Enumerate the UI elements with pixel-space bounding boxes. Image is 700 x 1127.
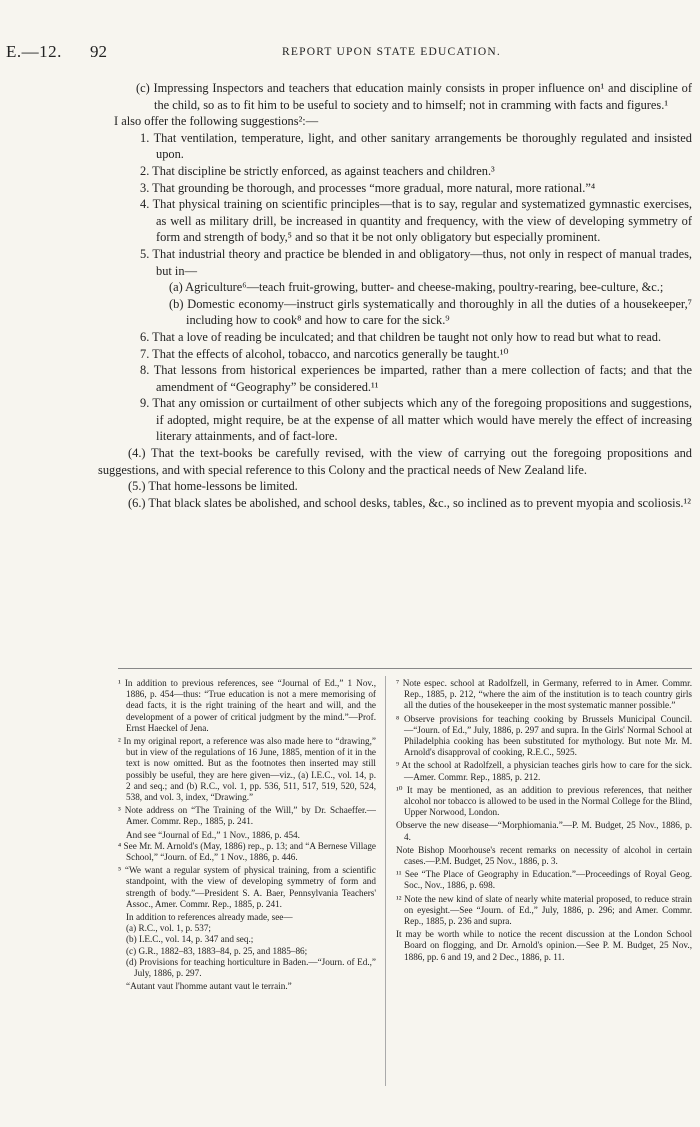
- footnotes-right-column: [396, 678, 692, 965]
- suggestion-4: 4. That physical training on scientific principles—that is to say, regular and systematized gymnastic exercises, as well as military drill, be increased in quantity and frequency, with the view of developing symmetry of form and strength of body,⁵ and so that it be not only obligatory but especially prominent.: [140, 197, 692, 245]
- suggestions-intro: I also offer the following suggestions²:—: [114, 114, 319, 129]
- footnote-6-intro: In addition to references already made, see—: [126, 912, 293, 923]
- footnote-3: ³ Note address on “The Training of the Will,” by Dr. Schaeffer.—Amer. Commr. Rep., 1885, p. 241.: [118, 805, 376, 827]
- footnote-1: ¹ In addition to previous references, see “Journal of Ed.,” 1 Nov., 1886, p. 454—thus: “True education is not a mere memorising of dead facts, it is the right training of the heart and will, and the development of a power of critical judgment by the mind.”—Prof. Ernst Haeckel of Jena.: [118, 678, 376, 733]
- footnote-6-quote: “Autant vaut l'homme autant vaut le terrain.”: [126, 981, 292, 992]
- footnote-10-moorhouse: Note Bishop Moorhouse's recent remarks on necessity of alcohol in certain cases.—P.M. Budget, 25 Nov., 1886, p. 3.: [396, 844, 692, 867]
- footnote-5: ⁵ “We want a regular system of physical training, from a scientific standpoint, with the view of developing symmetry of form and strength of body.”—President S. A. Baer, Pennsylvania Teachers' Assoc., Amer. Commr. Rep., 1885, p. 241.: [118, 865, 376, 909]
- paragraph-4: (4.) That the text-books be carefully revised, with the view of carrying out the foregoing propositions and suggestions, and with special reference to this Colony and the practical needs of New Zealand life.: [98, 446, 692, 477]
- page-number: 92: [90, 42, 107, 61]
- suggestion-3: 3. That grounding be thorough, and processes “more gradual, more natural, more rational.”⁴: [140, 180, 596, 195]
- footnote-11: ¹¹ See “The Place of Geography in Education.”—Proceedings of Royal Geog. Soc., Nov., 1886, p. 698.: [396, 869, 692, 891]
- main-text: [98, 80, 692, 511]
- footnote-4: ⁴ See Mr. M. Arnold's (May, 1886) rep., p. 13; and “A Bernese Village School,” “Journ. of Ed.,” 1 Nov., 1886, p. 446.: [118, 840, 376, 863]
- column-divider: [385, 676, 386, 1086]
- suggestion-9: 9. That any omission or curtailment of other subjects which any of the foregoing propositions and suggestions, if adopted, might require, be at the expense of all matter which would have merely the effect of increasing literary attainments, and of fact-lore.: [140, 396, 692, 444]
- footnote-6c: (c) G.R., 1882–83, 1883–84, p. 25, and 1885–86;: [126, 945, 308, 956]
- footnote-3-continued: And see “Journal of Ed.,” 1 Nov., 1886, p. 454.: [126, 829, 300, 840]
- footnote-6d: (d) Provisions for teaching horticulture in Baden.—“Journ. of Ed.,” July, 1886, p. 297.: [126, 956, 376, 979]
- footnote-12-flogging: It may be worth while to notice the recent discussion at the London School Board on flogging, and Dr. Arnold's opinion.—See P. M. Budget, 25 Nov., 1886, pp. 6 and 19, and 2 Dec., 1886, p. 11.: [396, 929, 692, 962]
- footnote-10: ¹⁰ It may be mentioned, as an addition to previous references, that neither alcohol nor tobacco is allowed to be used in the Normal College for the Blind, Upper Norwood, London.: [396, 784, 692, 818]
- running-title: REPORT UPON STATE EDUCATION.: [282, 46, 501, 58]
- proposition-c: (c) Impressing Inspectors and teachers that education mainly consists in proper influence on¹ and discipline of the child, so as to fit him to be useful to society and to himself; not in cramming with facts and figures.¹: [136, 81, 692, 112]
- document-reference: E.—12.: [6, 42, 62, 61]
- suggestion-5a: (a) Agriculture⁶—teach fruit-growing, butter- and cheese-making, poultry-rearing, bee-culture, &c.;: [169, 280, 664, 295]
- footnote-6b: (b) I.E.C., vol. 14, p. 347 and seq.;: [126, 934, 254, 945]
- suggestion-5b: (b) Domestic economy—instruct girls systematically and thoroughly in all the duties of a housekeeper,⁷ including how to cook⁸ and how to care for the sick.⁹: [169, 296, 692, 328]
- suggestion-2: 2. That discipline be strictly enforced, as against teachers and children.³: [140, 163, 495, 178]
- footnote-10-morphiomania: Observe the new disease—“Morphiomania.”—P. M. Budget, 25 Nov., 1886, p. 4.: [396, 820, 692, 842]
- paragraph-5: (5.) That home-lessons be limited.: [128, 479, 298, 494]
- footnote-2: ² In my original report, a reference was also made here to “drawing,” but in view of the regulations of 16 June, 1885, mention of it in the text is now omitted. But as the footnotes then inserted may still possibly be useful, they are here given—viz., (a) I.E.C., vol. 14, p. 2 and seq.; and (b) R.C., vol. 1, pp. 536, 511, 517, 519, 520, 524, 538, and vol. 3, index, “Drawing.”: [118, 736, 376, 803]
- suggestion-1: 1. That ventilation, temperature, light, and other sanitary arrangements be thoroughly regulated and insisted upon.: [140, 130, 692, 162]
- paragraph-6: (6.) That black slates be abolished, and school desks, tables, &c., so inclined as to prevent myopia and scoliosis.¹²: [128, 495, 691, 510]
- suggestion-6: 6. That a love of reading be inculcated; and that children be taught not only how to read but what to read.: [140, 329, 662, 344]
- suggestion-5: 5. That industrial theory and practice be blended in and obligatory—thus, not only in respect of manual trades, but in—: [140, 246, 692, 278]
- footnotes-left-column: [118, 678, 376, 992]
- footnote-7: ⁷ Note espec. school at Radolfzell, in Germany, referred to in Amer. Commr. Rep., 1885, p. 212, “where the aim of the institution is to teach country girls all the duties of the housekeeper in the most systematic manner possible.”: [396, 678, 692, 711]
- footnote-12: ¹² Note the new kind of slate of nearly white material proposed, to reduce strain on eyesight.—See “Journ. of Ed.,” July, 1886, p. 296; and Amer. Commr. Rep., 1885, p. 236 and supra.: [396, 893, 692, 927]
- suggestion-8: 8. That lessons from historical experiences be imparted, rather than a mere collection of facts; and that the amendment of “Geography” be considered.¹¹: [140, 363, 692, 394]
- footnote-9: ⁹ At the school at Radolfzell, a physician teaches girls how to care for the sick.—Amer. Commr. Rep., 1885, p. 212.: [396, 760, 692, 782]
- suggestion-7: 7. That the effects of alcohol, tobacco, and narcotics generally be taught.¹⁰: [140, 346, 509, 361]
- footnote-8: ⁸ Observe provisions for teaching cooking by Brussels Municipal Council.—“Journ. of Ed.,” July, 1886, p. 297 and supra. In the Girls' Normal School at Philadelphia cooking has been substituted for mythology. But note Mr. M. Arnold's disapproval of cooking, R.E.C., 5925.: [396, 713, 692, 758]
- footnote-divider: [118, 668, 692, 669]
- page-header: [0, 42, 700, 64]
- footnote-6a: (a) R.C., vol. 1, p. 537;: [126, 923, 211, 934]
